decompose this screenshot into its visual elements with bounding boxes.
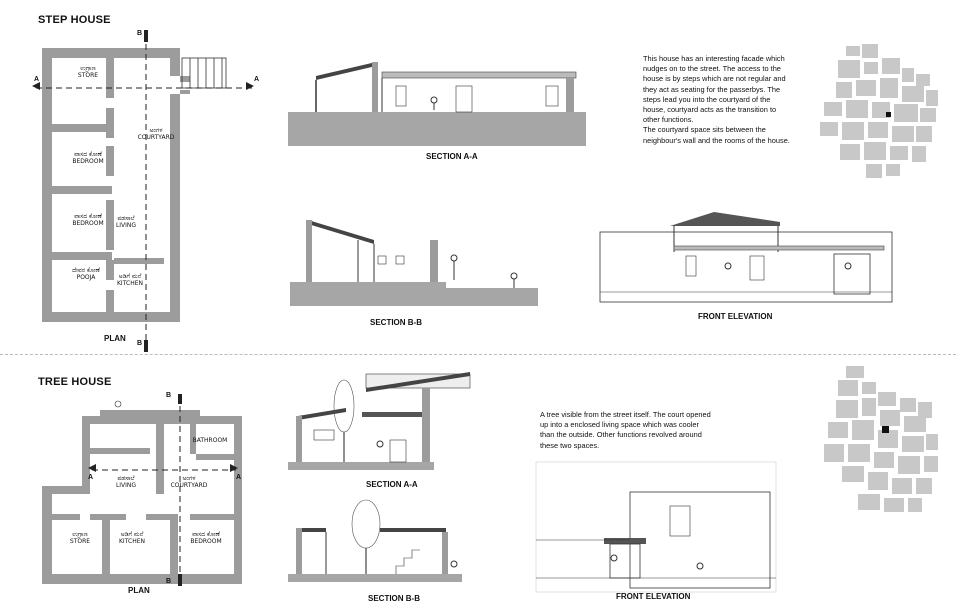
section-marker-b-bottom: B	[137, 340, 143, 347]
tree-house-elevation-caption: FRONT ELEVATION	[616, 592, 691, 601]
room-label-pooja: ದೇವರ ಕೋಣೆ POOJA	[72, 267, 100, 281]
step-house-front-elevation	[598, 200, 908, 310]
section-divider	[0, 354, 956, 355]
tree-section-marker-b-bottom: B	[166, 578, 172, 585]
tree-room-label-store: ಉಗ್ರಾಣ STORE	[69, 531, 91, 545]
tree-house-section-a-caption: SECTION A-A	[366, 480, 418, 489]
room-label-bedroom-1: ವಾಸದ ಕೋಣೆ BEDROOM	[72, 151, 104, 165]
room-label-courtyard: ಅಂಗಳ COURTYARD	[137, 127, 175, 141]
tree-house-section-b-caption: SECTION B-B	[368, 594, 420, 603]
step-house-elevation-caption: FRONT ELEVATION	[698, 312, 773, 321]
tree-house-description: A tree visible from the street itself. The court opened up into a enclosed living space which was cooler than the outside. Other functions revolved around these two spaces.	[540, 410, 711, 450]
tree-house-plan	[30, 392, 290, 592]
section-marker-a-right: A	[254, 76, 260, 83]
step-house-plan-caption: PLAN	[104, 334, 126, 343]
tree-room-label-kitchen: ಅಡಿಗೆ ಮನೆ KITCHEN	[119, 531, 145, 545]
tree-room-label-bathroom: BATHROOM	[192, 437, 228, 444]
tree-section-marker-b-top: B	[166, 392, 172, 399]
tree-section-marker-a-right: A	[236, 474, 242, 481]
tree-house-section-b	[286, 492, 486, 592]
step-house-title: STEP HOUSE	[38, 14, 111, 26]
tree-room-label-living: ಪಡಸಾಲೆ LIVING	[115, 475, 137, 489]
room-label-living: ಪಡಸಾಲೆ LIVING	[115, 215, 137, 229]
step-house-section-b	[288, 210, 548, 310]
tree-room-label-bedroom: ವಾಸದ ಕೋಣೆ BEDROOM	[190, 531, 222, 545]
step-house-description: This house has an interesting facade which nudges on to the street. The access to the house is by steps which are not regular and they act as seating for the passerbys. The steps lead you into the courtyard of the house, courtyard acts as the transition to other functions. The courtyard space sits between the neighbour's wall and the rooms of the house.	[643, 54, 790, 145]
section-marker-b-top: B	[137, 30, 143, 37]
tree-house-title: TREE HOUSE	[38, 376, 112, 388]
room-label-kitchen: ಅಡಿಗೆ ಮನೆ KITCHEN	[117, 273, 143, 287]
section-marker-a-left: A	[34, 76, 40, 83]
step-house-location-map	[818, 40, 948, 190]
step-house-section-a-caption: SECTION A-A	[426, 152, 478, 161]
room-label-bedroom-2: ವಾಸದ ಕೋಣೆ BEDROOM	[72, 213, 104, 227]
room-label-store: ಉಗ್ರಾಣ STORE	[77, 65, 99, 79]
tree-house-front-elevation	[534, 458, 784, 598]
tree-room-label-courtyard: ಅಂಗಳ COURTYARD	[170, 475, 208, 489]
tree-section-marker-a-left: A	[88, 474, 94, 481]
tree-house-section-a	[286, 366, 486, 476]
step-house-section-b-caption: SECTION B-B	[370, 318, 422, 327]
tree-house-plan-caption: PLAN	[128, 586, 150, 595]
tree-house-location-map	[818, 362, 948, 542]
step-house-section-a	[286, 50, 586, 160]
